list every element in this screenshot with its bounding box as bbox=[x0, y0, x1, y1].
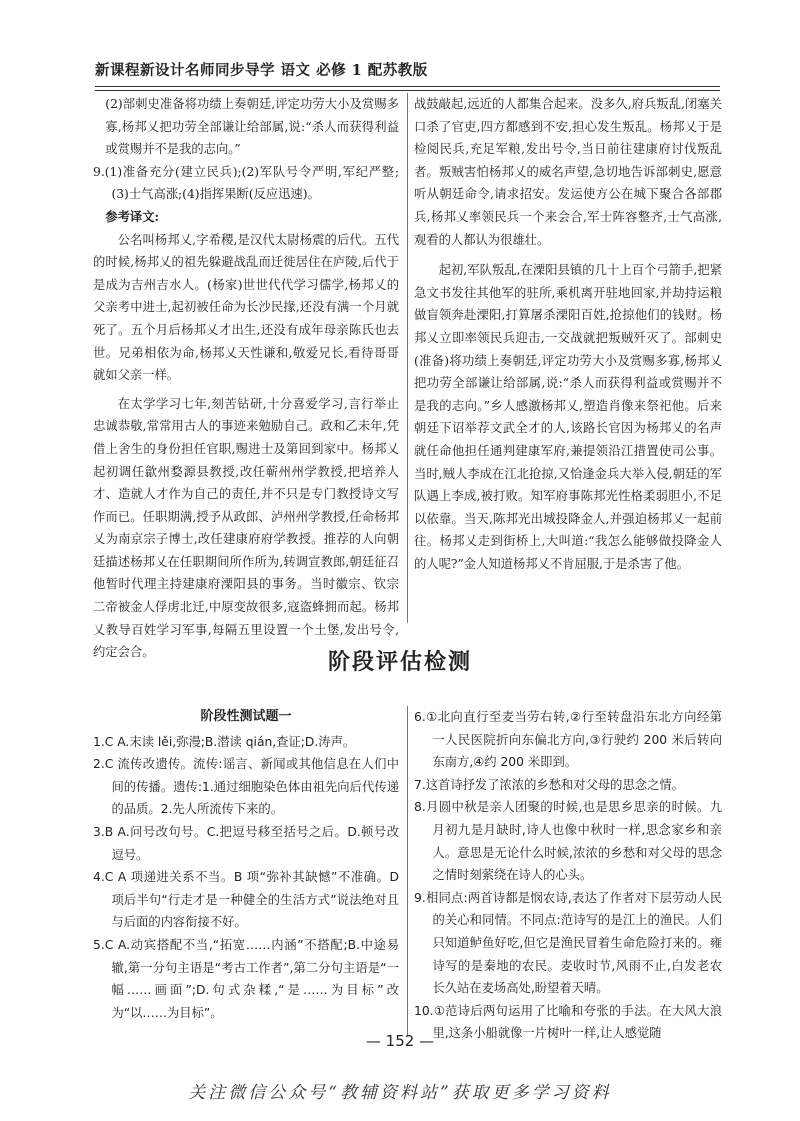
answer-item: 6.①北向直行至麦当劳右转,②行至转盘沿东北方向经第一人民医院折向东偏北方向,③行驶约 200 米后转向东南方,④约 200 米即到。 bbox=[414, 710, 722, 770]
translation-paragraph-1: 公名叫杨邦乂,字希稷,是汉代太尉杨震的后代。五代的时候,杨邦乂的祖先躲避战乱而迁徙居住在庐陵,后代于是成为吉州吉水人。(杨家)世世代代学习儒学,杨邦乂的父亲考中进士,起初被任命为长沙民掾,还没有满一个月就死了。五个月后杨邦乂才出生,还没有成年母亲陈氏也去世。兄弟相依为命,杨邦乂天性谦和,敬爱兄长,看待哥哥就如父亲一样。 bbox=[93, 232, 399, 383]
answer-item: 4.C A 项递进关系不当。B 项“弥补其缺憾”不准确。D 项后半句“行走才是一种健全的生活方式”说法绝对且与后面的内容衔接不好。 bbox=[93, 870, 399, 930]
answer-item: 9.相同点:两首诗都是悯农诗,表达了作者对下层劳动人民的关心和同情。不同点:范诗写的是江上的渔民。人们只知道鲈鱼好吃,但它是渔民冒着生命危险打来的。雍诗写的是秦地的农民。麦收时节,风雨不止,白发老农长久站在麦场高处,盼望着天晴。 bbox=[414, 890, 722, 996]
footer-note: 关注微信公众号“教辅资料站”获取更多学习资料 bbox=[188, 1083, 612, 1103]
answer-item: 3.B A.问号改句号。C.把逗号移至括号之后。D.顿号改逗号。 bbox=[93, 824, 399, 862]
test-title: 阶段性测试题一 bbox=[200, 709, 292, 724]
answer-item: 2.C 流传改遗传。流传:谣言、新闻或其他信息在人们中间的传播。遗传:1.通过细胞染色体由祖先向后代传递的品质。2.先人所流传下来的。 bbox=[93, 757, 399, 817]
answer-item: 8.月圆中秋是亲人团聚的时候,也是思乡思亲的时候。九月初九是月缺时,诗人也像中秋时一样,思念家乡和亲人。意思是无论什么时候,浓浓的乡愁和对父母的思念之情时刻萦绕在诗人的心头。 bbox=[414, 800, 722, 883]
page-number: — 152 — bbox=[365, 1032, 435, 1050]
answer-8-2: (2)部刺史准备将功绩上奏朝廷,评定功劳大小及赏赐多寡,杨邦乂把功劳全部谦让给部属,说:“杀人而获得利益或赏赐并不是我的志向。” bbox=[105, 97, 399, 157]
answer-item: 1.C A.末读 lěi,弥漫;B.潜读 qián,查证;D.涛声。 bbox=[93, 734, 356, 749]
section-title: 阶段评估检测 bbox=[327, 650, 472, 675]
answer-item: 10.①范诗后两句运用了比喻和夸张的手法。在大风大浪里,这条小船就像一片树叶一样,让人感觉随 bbox=[414, 1003, 722, 1041]
answer-item: 5.C A.动宾搭配不当,“拓宽……内涵”不搭配;B.中途易辙,第一分句主语是“考古工作者”,第二分句主语是“一幅……画面”;D.句式杂糅,“是……为目标”改为“以……为目标”。 bbox=[93, 937, 399, 1020]
column-divider-top bbox=[407, 93, 408, 623]
translation-paragraph-3: 战鼓敲起,远近的人都集合起来。没多久,府兵叛乱,闭塞关口杀了官吏,四方都感到不安,担心发生叛乱。杨邦乂于是检阅民兵,充足军粮,发出号令,当日前往建康府讨伐叛乱者。叛贼害怕杨邦乂的威名声望,急切地告诉部刺史,愿意听从朝廷命令,请求招安。发运使方公在城下聚合各部郡兵,杨邦乂率领民兵一个来会合,军士阵容整齐,士气高涨,观看的人都认为很雄壮。 bbox=[414, 97, 722, 247]
translation-paragraph-2: 在太学学习七年,刻苦钻研,十分喜爱学习,言行举止忠诚恭敬,常常用古人的事迹来勉励自己。政和乙未年,凭借上舍生的身份担任官职,赐进士及第回到家中。杨邦乂起初调任歙州婺源县教授,改任蕲州州学教授,把培养人才、造就人才作为自己的责任,并不只是专门教授诗文写作而已。任职期满,授予从政郎、泸州州学教授,任命杨邦乂为南京宗子博士,改任建康府府学教授。推荐的人向朝廷描述杨邦乂在任职期间所作所为,转调宣教郎,朝廷征召他暂时代理主持建康府溧阳县的事务。当时徽宗、钦宗二帝被金人俘虏北迁,中原变故很多,寇盗蜂拥而起。杨邦乂教导百姓学习军事,每隔五里设置一个土堡,发出号令,约定会合。 bbox=[93, 396, 399, 660]
left-column-top bbox=[93, 93, 399, 664]
answer-9: 9.(1)准备充分(建立民兵);(2)军队号令严明,军纪严整;(3)士气高涨;(4)指挥果断(反应迅速)。 bbox=[93, 164, 399, 202]
reference-translation-label: 参考译文: bbox=[105, 208, 160, 224]
right-column-top bbox=[414, 93, 722, 575]
translation-paragraph-4: 起初,军队叛乱,在溧阳县镇的几十上百个弓箭手,把紧急文书发往其他军的驻所,乘机离开驻地回家,并劫持运粮做盲领奔赴溧阳,打算屠杀溧阳百姓,抢掠他们的钱财。杨邦乂立即率领民兵迎击,一交战就把叛贼歼灭了。部刺史(准备)将功绩上奏朝廷,评定功劳大小及赏赐多寡,杨邦乂把功劳全部谦让给部属,说:“杀人而获得利益或赏赐并不是我的志向。”乡人感激杨邦乂,塑造肖像来祭祀他。后来朝廷下诏举荐文武全才的人,该路长官因为杨邦乂的名声就任命他担任通判建康军府,兼提领沿江措置使司公事。当时,贼人李成在江北抢掠,又恰逢金兵大举入侵,朝廷的军队遇上李成,被打败。知军府事陈邦光性格柔弱胆小,不足以依靠。当天,陈邦光出城投降金人,并强迫杨邦乂一起前往。杨邦乂走到街桥上,大叫道:“我怎么能够做投降金人的人呢?”金人知道杨邦乂不肯屈服,于是杀害了他。 bbox=[414, 263, 722, 571]
column-divider-bottom bbox=[407, 706, 408, 1036]
left-column-bottom bbox=[93, 706, 399, 1024]
right-column-bottom bbox=[414, 706, 722, 1045]
answer-item: 7.这首诗抒发了浓浓的乡愁和对父母的思念之情。 bbox=[414, 777, 684, 792]
running-header: 新课程新设计名师同步导学 语文 必修 1 配苏教版 bbox=[95, 56, 720, 87]
